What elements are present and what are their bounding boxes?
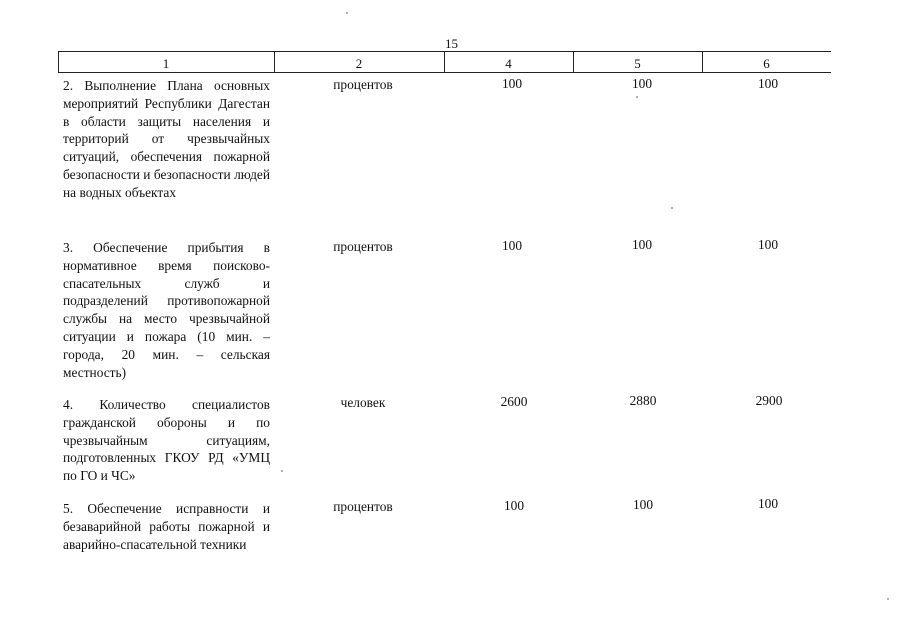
row-value-col4: 2600 [500, 394, 528, 409]
row-description: 4. Количество специалистов гражданской обороны и по чрезвычайным ситуациям, подготовленных ГКОУ РД «УМЦ по ГО и ЧС» [63, 397, 270, 484]
column-header-4: 4 [505, 56, 512, 71]
row-value-col5: 100 [631, 237, 653, 252]
row-value-col4: 100 [501, 238, 523, 253]
row-description: 3. Обеспечение прибытия в нормативное время поисково-спасательных служб и подразделений противопожарной службы на место чрезвычайной ситуации и пожара (10 мин. – города, 20 мин. – сельская местность) [63, 240, 270, 380]
row-description: 2. Выполнение Плана основных мероприятий Республики Дагестан в области защиты населения и территорий от чрезвычайных ситуаций, обеспечения пожарной безопасности и безопасности людей на водных объектах [63, 78, 270, 200]
page-number: 15 [445, 36, 458, 51]
row-unit: процентов [333, 77, 393, 92]
row-value-col6: 100 [757, 237, 779, 252]
scan-speck [636, 96, 638, 98]
column-header-2: 2 [355, 56, 363, 71]
column-header-6: 6 [763, 56, 770, 71]
scan-speck [346, 12, 348, 14]
scan-speck [887, 598, 889, 600]
row-value-col6: 2900 [755, 393, 783, 408]
header-rule-bottom [58, 72, 831, 73]
row-unit: процентов [333, 239, 393, 254]
row-value-col4: 100 [501, 76, 523, 91]
row-value-col4: 100 [503, 498, 525, 513]
row-unit: процентов [333, 499, 393, 514]
row-value-col5: 100 [631, 76, 653, 91]
column-header-5: 5 [634, 56, 641, 71]
row-unit: человек [340, 395, 386, 410]
scan-speck [281, 470, 283, 472]
row-value-col6: 100 [757, 496, 779, 511]
scan-speck [671, 207, 673, 209]
row-description: 5. Обеспечение исправности и безаварийной работы пожарной и аварийно-спасательной техники [63, 501, 270, 552]
row-value-col5: 2880 [629, 393, 657, 408]
column-header-1: 1 [162, 56, 170, 71]
row-value-col5: 100 [632, 497, 654, 512]
row-value-col6: 100 [757, 76, 779, 91]
